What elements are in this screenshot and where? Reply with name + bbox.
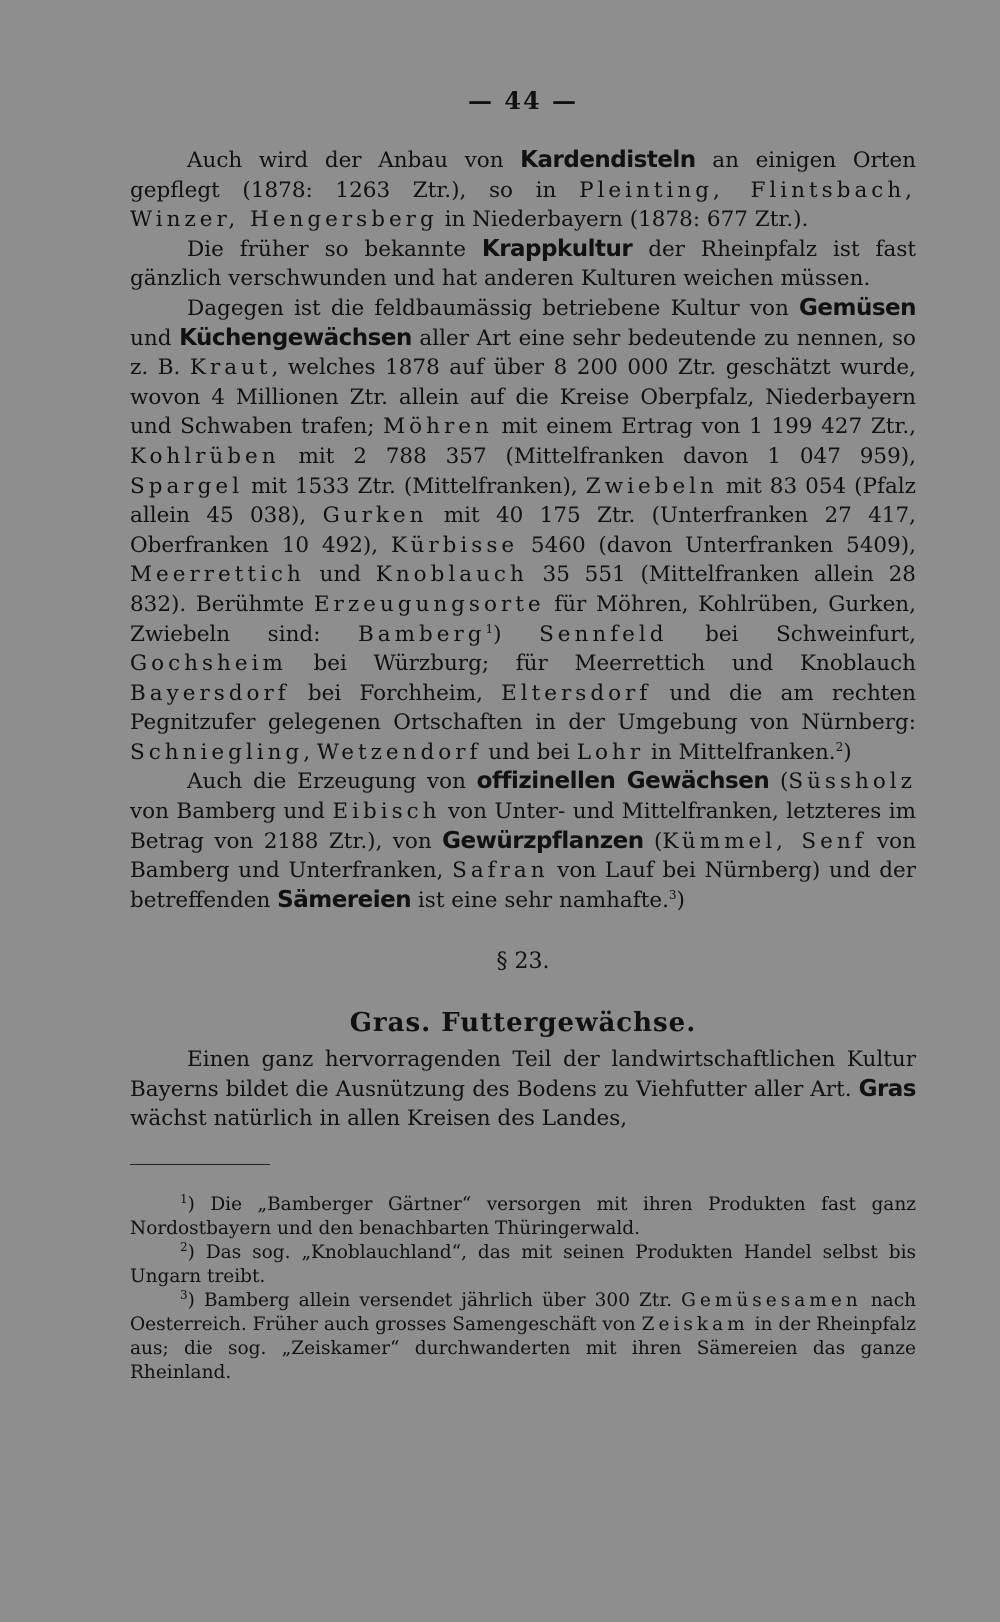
spaced-term: Schniegling	[130, 739, 304, 765]
spaced-term: Gurken	[322, 503, 428, 529]
text-run: mit einem Ertrag von 1 199 427 Ztr.,	[492, 414, 917, 440]
text-run: ) Bamberg allein versendet jährlich über 300 Ztr.	[187, 1289, 682, 1311]
text-run: Auch wird der Anbau von	[187, 148, 521, 173]
text-run: Dagegen ist die feldbaumässig betriebene Kultur von	[187, 295, 800, 321]
text-run: ) Das sog. „Knoblauchland“, das mit seinen Produkten Handel selbst bis Ungarn treibt.	[130, 1241, 916, 1287]
text-run: von Unter- und Mittelfranken, letzteres im Betrag von 2188 Ztr.), von	[130, 799, 916, 854]
text-run: Auch die Erzeugung von	[187, 769, 477, 795]
emphasis-term: Sämereien	[277, 886, 412, 913]
spaced-term: Safran	[452, 858, 549, 884]
spaced-term: Lohr	[576, 739, 645, 765]
spaced-term: Erzeugungsorte	[313, 591, 545, 617]
spaced-term: Kohlrüben	[130, 443, 280, 469]
text-run: für Möhren, Kohlrüben, Gurken, Zwiebeln sind:	[130, 591, 916, 647]
text-run: )	[843, 739, 852, 765]
text-run: in Niederbayern (1878: 677 Ztr.).	[437, 207, 809, 233]
text-run: )	[676, 887, 685, 913]
spaced-term: Zeiskam	[641, 1313, 749, 1335]
emphasis-term: Küchengewächsen	[179, 324, 412, 351]
spaced-term: Sennfeld	[539, 621, 668, 647]
text-run: mit 2 788 357 (Mittelfranken davon 1 047 959),	[279, 443, 916, 469]
text-run: ) Die „Bamberger Gärtner“ versorgen mit ihren Produkten fast ganz Nordostbayern und den benachbarten Thüringerwald.	[130, 1193, 916, 1239]
emphasis-term: Krappkultur	[481, 235, 633, 262]
spaced-term: Bamberg	[357, 621, 486, 647]
spaced-term: Zwiebeln	[585, 473, 718, 499]
text-run: nach Oesterreich. Früher auch grosses Samengeschäft von	[130, 1289, 916, 1335]
text-run: )	[493, 621, 540, 647]
footnote-ref: 3	[180, 1287, 188, 1302]
footnote-ref: 1	[180, 1191, 188, 1206]
spaced-term: Möhren	[383, 414, 493, 440]
spaced-term: Kraut	[189, 355, 272, 381]
text-run: aller Art eine sehr bedeutende zu nennen, so z. B.	[130, 325, 916, 381]
text-run: ,	[303, 739, 317, 765]
footnote-3	[130, 1289, 916, 1385]
text-run: von Bamberg und Unterfranken,	[130, 828, 916, 884]
paragraph-kardendisteln	[130, 146, 916, 235]
spaced-term: Eibisch	[332, 799, 441, 825]
text-run: bei Würzburg; für Meerrettich und Knoblauch	[286, 651, 916, 677]
spaced-term: Spargel	[130, 473, 243, 499]
footnote-ref: 1	[485, 621, 494, 636]
text-run: und bei	[481, 739, 577, 765]
text-run: 5460 (davon Unterfranken 5409),	[518, 532, 916, 558]
spaced-term: Wetzendorf	[316, 739, 482, 765]
footnote-2	[130, 1241, 916, 1289]
text-run: in Mittelfranken.	[644, 739, 836, 765]
text-run: wächst natürlich in allen Kreisen des Landes,	[130, 1106, 628, 1132]
spaced-term: Kümmel, Senf	[662, 828, 867, 854]
spaced-term: Meerrettich	[130, 562, 305, 588]
text-run: an einigen Orten gepflegt (1878: 1263 Ztr.), so in	[130, 148, 916, 203]
emphasis-term: Kardendisteln	[520, 147, 696, 173]
text-run: von Lauf bei Nürnberg) und der betreffenden	[130, 858, 916, 913]
text-run: und	[130, 325, 180, 351]
spaced-term: Gochsheim	[130, 651, 287, 677]
text-run: (	[769, 769, 789, 795]
text-run: mit 83 054 (Pfalz allein 45 038),	[130, 473, 917, 529]
footnote-ref: 3	[668, 887, 677, 902]
paragraph-gras	[130, 1045, 916, 1134]
footnotes	[130, 1193, 916, 1385]
text-run: von Bamberg und	[130, 799, 333, 825]
paragraph-offizinelle	[130, 767, 916, 915]
page-number: — 44 —	[467, 86, 579, 115]
section-heading: Gras. Futtergewächse.	[349, 1008, 697, 1039]
section-number: § 23.	[496, 949, 550, 975]
text-run: der Rheinpfalz ist fast gänzlich verschwunden und hat anderen Kulturen weichen müssen.	[130, 236, 916, 292]
footnote-ref: 2	[835, 739, 844, 754]
paragraph-krappkultur	[130, 235, 916, 294]
emphasis-term: offizinellen Gewächsen	[476, 768, 770, 795]
spaced-term: Bayersdorf	[130, 680, 290, 706]
spaced-term: Pleinting, Flintsbach, Winzer, Hengersberg	[130, 177, 916, 233]
footnote-ref: 2	[180, 1239, 188, 1254]
footnote-1	[130, 1193, 916, 1241]
text-run: mit 40 175 Ztr. (Unterfranken 27 417, Oberfranken 10 492),	[130, 503, 916, 558]
emphasis-term: Gras	[858, 1075, 916, 1102]
text-run: ist eine sehr namhafte.	[411, 887, 669, 913]
text-run: bei Schweinfurt,	[667, 621, 916, 647]
text-run: , welches 1878 auf über 8 200 000 Ztr. geschätzt wurde, wovon 4 Millionen Ztr. allein auf die Kreise Oberpfalz, Niederbayern und Schwaben trafen;	[130, 355, 916, 440]
text-run: Die früher so bekannte	[187, 236, 482, 262]
text-run: 35 551 (Mittelfranken allein 28 832). Berühmte	[130, 562, 916, 617]
paragraph-gemuese	[130, 294, 916, 768]
text-run: und	[304, 562, 376, 588]
text-run: in der Rheinpfalz aus; die sog. „Zeiskamer“ durchwanderten mit ihren Sämereien das ganze Rheinland.	[130, 1313, 916, 1383]
text-run: bei Forchheim,	[289, 680, 502, 706]
spaced-term: Eltersdorf	[501, 680, 652, 706]
spaced-term: Süssholz	[788, 769, 916, 795]
spaced-term: Kürbisse	[390, 532, 519, 558]
text-run: mit 1533 Ztr. (Mittelfranken),	[242, 473, 586, 499]
spaced-term: Gemüsesamen	[681, 1289, 862, 1311]
text-run: und die am rechten Pegnitzufer gelegenen Ortschaften in der Umgebung von Nürnberg:	[130, 680, 917, 736]
spaced-term: Knoblauch	[375, 562, 528, 588]
text-run: Einen ganz hervorragenden Teil der landwirtschaftlichen Kultur Bayerns bildet die Ausnützung des Bodens zu Viehfutter aller Art.	[130, 1047, 916, 1102]
text-run: (	[643, 828, 663, 854]
emphasis-term: Gewürzpflanzen	[442, 827, 644, 854]
footnote-rule	[130, 1164, 270, 1165]
emphasis-term: Gemüsen	[799, 294, 916, 321]
main-text	[130, 146, 916, 1134]
